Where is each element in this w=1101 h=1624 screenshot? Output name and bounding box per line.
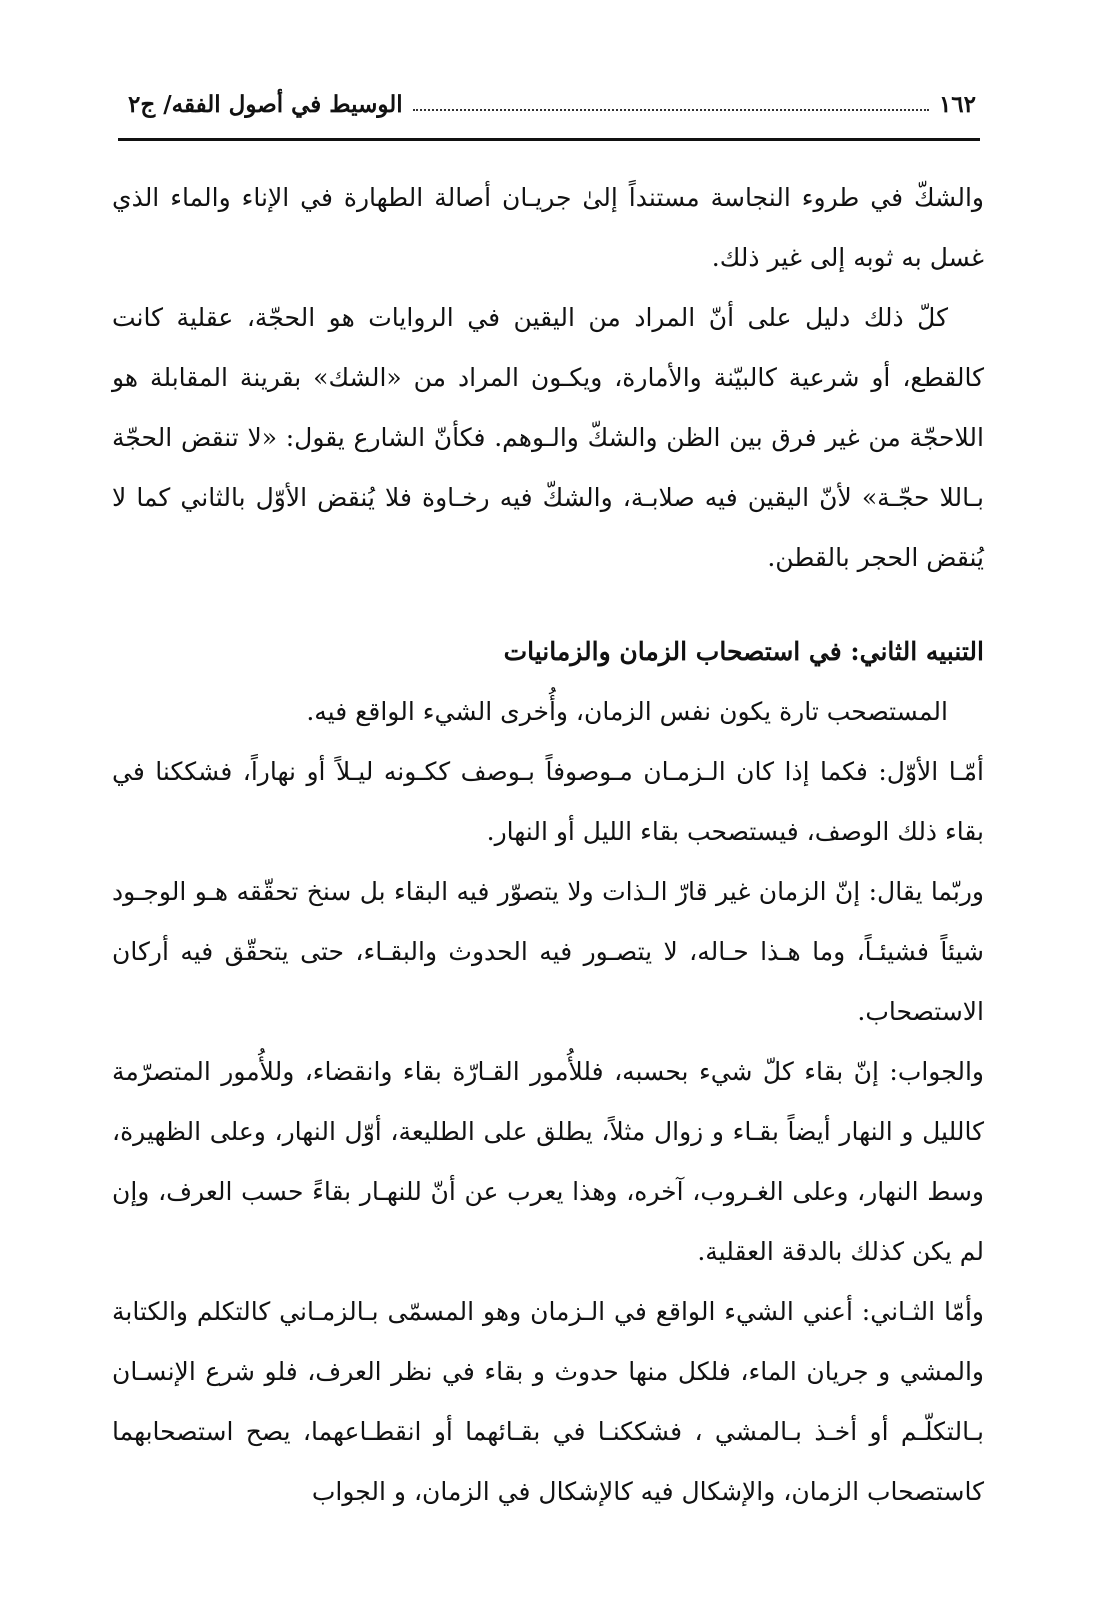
paragraph: كلّ ذلك دليل على أنّ المراد من اليقين في الروايات هو الحجّة، عقلية كانت كالقطع، أو شرعية كالبيّنة والأمارة، ويكـون المراد من «الشك» بقرينة المقابلة هو اللاحجّة من غير فرق بين الظن والشكّ والـوهم. فكأنّ الشارع يقول: «لا تنقض الحجّة بـاللا حجّـة» لأنّ اليقين فيه صلابـة، والشكّ فيه رخـاوة فلا يُنقض الأوّل بالثاني كما لا يُنقض الحجر بالقطن. bbox=[112, 303, 984, 572]
paragraph: والشكّ في طروء النجاسة مستنداً إلىٰ جريـان أصالة الطهارة في الإناء والماء الذي غسل به ثوبه إلى غير ذلك. bbox=[112, 183, 984, 272]
section-heading: التنبيه الثاني: في استصحاب الزمان والزمانيات bbox=[503, 637, 984, 666]
paragraph: وربّما يقال: إنّ الزمان غير قارّ الـذات ولا يتصوّر فيه البقاء بل سنخ تحقّقه هـو الوجـود شيئاً فشيئـاً، وما هـذا حـاله، لا يتصـور فيه الحدوث والبقـاء، حتى يتحقّق فيه أركان الاستصحاب. bbox=[112, 877, 984, 1026]
page-header bbox=[128, 84, 976, 124]
header-dotted-leader bbox=[413, 109, 929, 111]
body-text bbox=[112, 168, 984, 1522]
page-number: ١٦٢ bbox=[938, 90, 976, 118]
paragraph: المستصحب تارة يكون نفس الزمان، وأُخرى الشيء الواقع فيه. bbox=[306, 697, 948, 726]
header-rule bbox=[118, 138, 980, 141]
paragraph: والجواب: إنّ بقاء كلّ شيء بحسبه، فللأُمور القـارّة بقاء وانقضاء، وللأُمور المتصرّمة كالليل و النهار أيضاً بقـاء و زوال مثلاً، يطلق على الطليعة، أوّل النهار، وعلى الظهيرة، وسط النهار، وعلى الغـروب، آخره، وهذا يعرب عن أنّ للنهـار بقاءً حسب العرف، وإن لم يكن كذلك بالدقة العقلية. bbox=[112, 1057, 985, 1266]
running-title: الوسيط في أصول الفقه/ ج٢ bbox=[128, 90, 403, 118]
paragraph: وأمّا الثـاني: أعني الشيء الواقع في الـزمان وهو المسمّى بـالزمـاني كالتكلم والكتابة والمشي و جريان الماء، فلكل منها حدوث و بقاء في نظر العرف، فلو شرع الإنسـان بـالتكلّـم أو أخـذ بـالمشي ، فشككنـا في بقـائهما أو انقطـاعهما، يصح استصحابهما كاستصحاب الزمان، والإشكال فيه كالإشكال في الزمان، و الجواب bbox=[112, 1297, 984, 1506]
paragraph: أمّـا الأوّل: فكما إذا كان الـزمـان مـوصوفاً بـوصف ككـونه ليـلاً أو نهاراً، فشككنا في بقاء ذلك الوصف، فيستصحب بقاء الليل أو النهار. bbox=[112, 757, 984, 846]
